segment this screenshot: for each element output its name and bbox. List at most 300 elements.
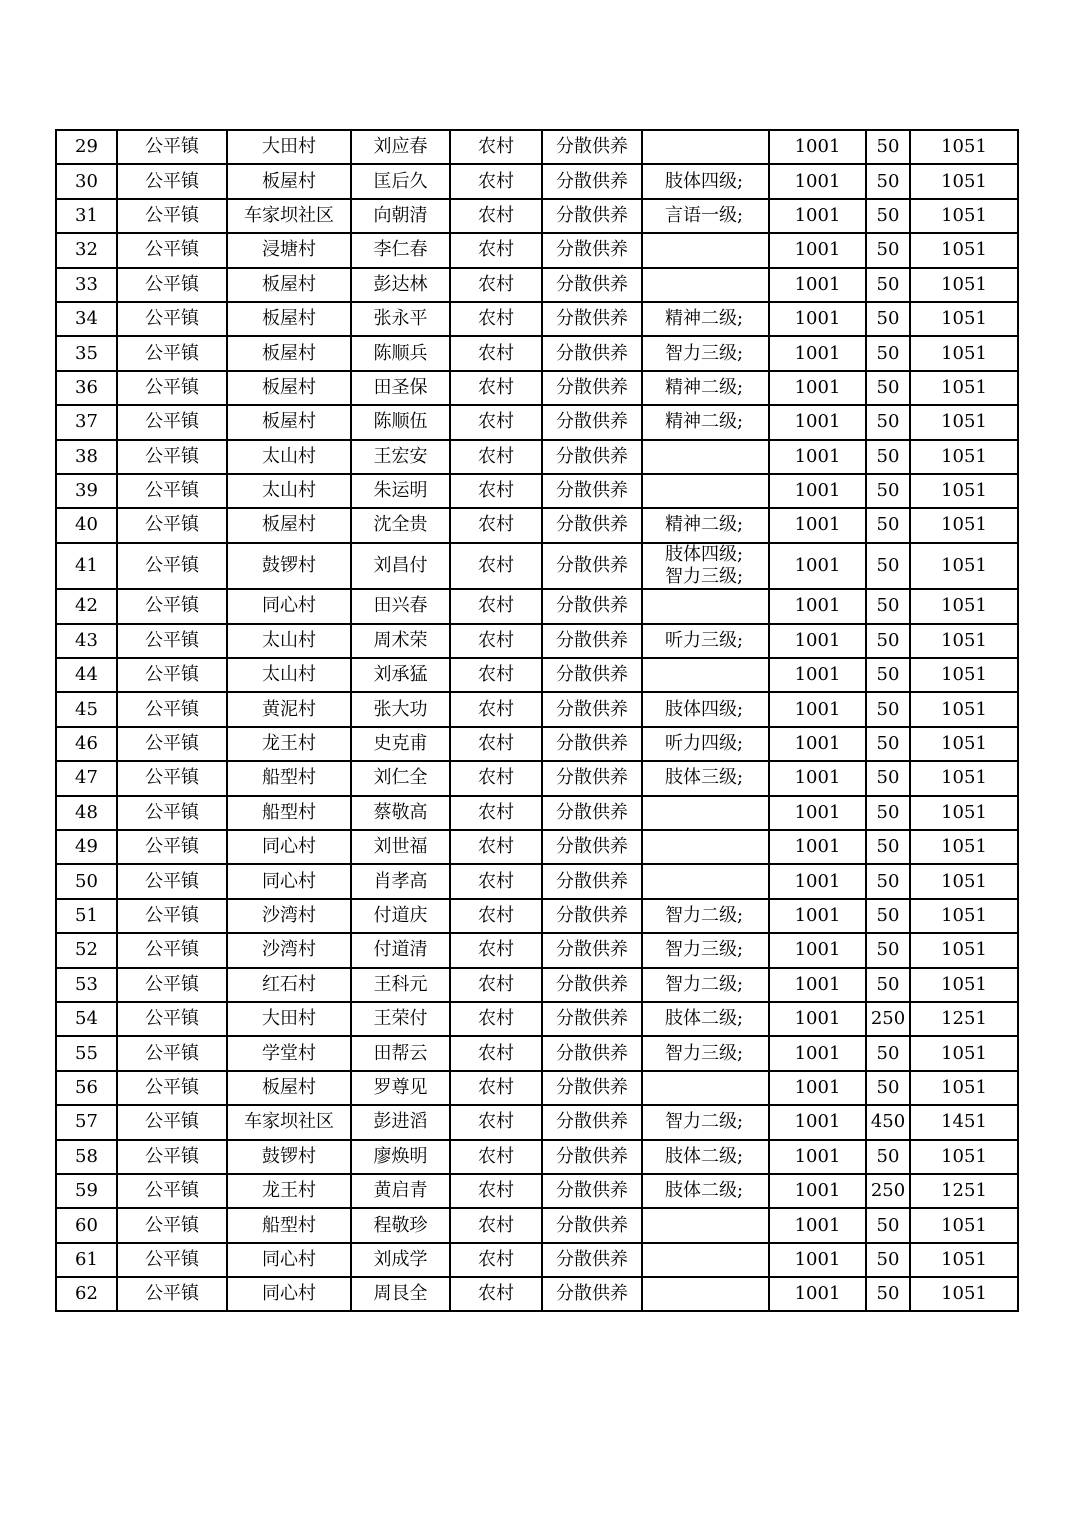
table-row xyxy=(56,233,1018,267)
row-number-cell: 42 xyxy=(56,589,117,623)
base-amount-cell: 1001 xyxy=(769,933,866,967)
town-cell: 公平镇 xyxy=(117,658,227,692)
village-cell: 板屋村 xyxy=(227,1071,351,1105)
village-cell: 太山村 xyxy=(227,624,351,658)
subsidy-amount-cell: 50 xyxy=(866,830,910,864)
subsidy-amount-cell: 50 xyxy=(866,302,910,336)
row-number-cell: 32 xyxy=(56,233,117,267)
support-type-cell: 分散供养 xyxy=(542,1036,642,1070)
support-type-cell: 分散供养 xyxy=(542,440,642,474)
base-amount-cell: 1001 xyxy=(769,968,866,1002)
base-amount-cell: 1001 xyxy=(769,508,866,542)
name-cell: 罗尊见 xyxy=(351,1071,450,1105)
base-amount-cell: 1001 xyxy=(769,899,866,933)
disability-cell xyxy=(642,371,769,405)
support-type-cell: 分散供养 xyxy=(542,899,642,933)
household-type-cell: 农村 xyxy=(450,164,542,198)
base-amount-cell: 1001 xyxy=(769,440,866,474)
name-cell: 张大功 xyxy=(351,692,450,726)
support-type-cell: 分散供养 xyxy=(542,1174,642,1208)
row-number-cell: 61 xyxy=(56,1243,117,1277)
row-number-cell: 41 xyxy=(56,543,117,590)
subsidy-amount-cell: 50 xyxy=(866,864,910,898)
subsidy-amount-cell: 50 xyxy=(866,371,910,405)
village-cell: 车家坝社区 xyxy=(227,1105,351,1139)
row-number-cell: 29 xyxy=(56,130,117,164)
disability-cell xyxy=(642,474,769,508)
disability-line: 智力三级; xyxy=(665,342,744,364)
support-type-cell: 分散供养 xyxy=(542,830,642,864)
table-row xyxy=(56,1277,1018,1311)
household-type-cell: 农村 xyxy=(450,968,542,1002)
support-type-cell: 分散供养 xyxy=(542,761,642,795)
disability-cell xyxy=(642,589,769,623)
name-cell: 刘承猛 xyxy=(351,658,450,692)
disability-cell xyxy=(642,508,769,542)
row-number-cell: 52 xyxy=(56,933,117,967)
disability-cell xyxy=(642,543,769,590)
village-cell: 鼓锣村 xyxy=(227,1140,351,1174)
subsidy-amount-cell: 50 xyxy=(866,796,910,830)
table-row xyxy=(56,130,1018,164)
disability-line: 肢体四级; xyxy=(665,170,744,192)
disability-cell xyxy=(642,1174,769,1208)
household-type-cell: 农村 xyxy=(450,761,542,795)
household-type-cell: 农村 xyxy=(450,440,542,474)
subsidy-amount-cell: 50 xyxy=(866,589,910,623)
village-cell: 红石村 xyxy=(227,968,351,1002)
name-cell: 张永平 xyxy=(351,302,450,336)
table-row xyxy=(56,543,1018,590)
subsidy-amount-cell: 50 xyxy=(866,474,910,508)
subsidy-amount-cell: 50 xyxy=(866,1208,910,1242)
table-row xyxy=(56,440,1018,474)
town-cell: 公平镇 xyxy=(117,864,227,898)
town-cell: 公平镇 xyxy=(117,474,227,508)
row-number-cell: 38 xyxy=(56,440,117,474)
support-type-cell: 分散供养 xyxy=(542,164,642,198)
support-type-cell: 分散供养 xyxy=(542,371,642,405)
village-cell: 同心村 xyxy=(227,864,351,898)
disability-cell xyxy=(642,336,769,370)
subsidy-amount-cell: 250 xyxy=(866,1174,910,1208)
support-type-cell: 分散供养 xyxy=(542,336,642,370)
base-amount-cell: 1001 xyxy=(769,864,866,898)
town-cell: 公平镇 xyxy=(117,1174,227,1208)
household-type-cell: 农村 xyxy=(450,864,542,898)
subsidy-amount-cell: 50 xyxy=(866,199,910,233)
row-number-cell: 59 xyxy=(56,1174,117,1208)
table-row xyxy=(56,508,1018,542)
row-number-cell: 56 xyxy=(56,1071,117,1105)
name-cell: 田帮云 xyxy=(351,1036,450,1070)
village-cell: 车家坝社区 xyxy=(227,199,351,233)
household-type-cell: 农村 xyxy=(450,830,542,864)
table-row xyxy=(56,199,1018,233)
subsidy-amount-cell: 50 xyxy=(866,1277,910,1311)
name-cell: 肖孝高 xyxy=(351,864,450,898)
total-amount-cell: 1051 xyxy=(910,1208,1018,1242)
total-amount-cell: 1051 xyxy=(910,658,1018,692)
support-type-cell: 分散供养 xyxy=(542,933,642,967)
name-cell: 彭进滔 xyxy=(351,1105,450,1139)
subsidy-amount-cell: 450 xyxy=(866,1105,910,1139)
base-amount-cell: 1001 xyxy=(769,233,866,267)
household-type-cell: 农村 xyxy=(450,268,542,302)
table-row xyxy=(56,1174,1018,1208)
name-cell: 向朝清 xyxy=(351,199,450,233)
village-cell: 船型村 xyxy=(227,761,351,795)
disability-cell xyxy=(642,405,769,439)
town-cell: 公平镇 xyxy=(117,233,227,267)
name-cell: 王荣付 xyxy=(351,1002,450,1036)
disability-cell xyxy=(642,1140,769,1174)
total-amount-cell: 1051 xyxy=(910,1243,1018,1277)
household-type-cell: 农村 xyxy=(450,130,542,164)
household-type-cell: 农村 xyxy=(450,474,542,508)
table-row xyxy=(56,658,1018,692)
name-cell: 朱运明 xyxy=(351,474,450,508)
household-type-cell: 农村 xyxy=(450,1243,542,1277)
row-number-cell: 40 xyxy=(56,508,117,542)
total-amount-cell: 1051 xyxy=(910,1277,1018,1311)
name-cell: 刘昌付 xyxy=(351,543,450,590)
row-number-cell: 54 xyxy=(56,1002,117,1036)
table-row xyxy=(56,830,1018,864)
village-cell: 太山村 xyxy=(227,658,351,692)
village-cell: 浸塘村 xyxy=(227,233,351,267)
town-cell: 公平镇 xyxy=(117,508,227,542)
row-number-cell: 49 xyxy=(56,830,117,864)
village-cell: 板屋村 xyxy=(227,508,351,542)
table-row xyxy=(56,474,1018,508)
support-type-cell: 分散供养 xyxy=(542,1002,642,1036)
town-cell: 公平镇 xyxy=(117,968,227,1002)
disability-cell xyxy=(642,796,769,830)
base-amount-cell: 1001 xyxy=(769,1208,866,1242)
disability-line: 肢体四级; xyxy=(665,698,744,720)
base-amount-cell: 1001 xyxy=(769,727,866,761)
name-cell: 刘仁全 xyxy=(351,761,450,795)
total-amount-cell: 1051 xyxy=(910,508,1018,542)
base-amount-cell: 1001 xyxy=(769,589,866,623)
town-cell: 公平镇 xyxy=(117,692,227,726)
household-type-cell: 农村 xyxy=(450,371,542,405)
disability-cell xyxy=(642,199,769,233)
total-amount-cell: 1051 xyxy=(910,796,1018,830)
disability-line: 肢体三级; xyxy=(665,767,744,789)
household-type-cell: 农村 xyxy=(450,933,542,967)
town-cell: 公平镇 xyxy=(117,589,227,623)
table-row xyxy=(56,302,1018,336)
table-row xyxy=(56,727,1018,761)
subsidy-amount-cell: 50 xyxy=(866,543,910,590)
disability-cell xyxy=(642,1002,769,1036)
subsidy-amount-cell: 50 xyxy=(866,1140,910,1174)
base-amount-cell: 1001 xyxy=(769,624,866,658)
household-type-cell: 农村 xyxy=(450,302,542,336)
disability-cell xyxy=(642,130,769,164)
town-cell: 公平镇 xyxy=(117,336,227,370)
village-cell: 沙湾村 xyxy=(227,899,351,933)
subsidy-amount-cell: 50 xyxy=(866,692,910,726)
disability-cell xyxy=(642,440,769,474)
disability-line: 肢体二级; xyxy=(665,1145,744,1167)
row-number-cell: 44 xyxy=(56,658,117,692)
town-cell: 公平镇 xyxy=(117,830,227,864)
subsidy-amount-cell: 50 xyxy=(866,508,910,542)
row-number-cell: 33 xyxy=(56,268,117,302)
base-amount-cell: 1001 xyxy=(769,474,866,508)
row-number-cell: 47 xyxy=(56,761,117,795)
village-cell: 板屋村 xyxy=(227,302,351,336)
household-type-cell: 农村 xyxy=(450,658,542,692)
table-row xyxy=(56,268,1018,302)
total-amount-cell: 1051 xyxy=(910,474,1018,508)
table-row xyxy=(56,1002,1018,1036)
table-row xyxy=(56,1036,1018,1070)
village-cell: 同心村 xyxy=(227,1243,351,1277)
household-type-cell: 农村 xyxy=(450,692,542,726)
base-amount-cell: 1001 xyxy=(769,1277,866,1311)
total-amount-cell: 1051 xyxy=(910,199,1018,233)
total-amount-cell: 1051 xyxy=(910,1071,1018,1105)
name-cell: 黄启青 xyxy=(351,1174,450,1208)
table-row xyxy=(56,796,1018,830)
disability-cell xyxy=(642,933,769,967)
base-amount-cell: 1001 xyxy=(769,268,866,302)
name-cell: 匡后久 xyxy=(351,164,450,198)
name-cell: 史克甫 xyxy=(351,727,450,761)
support-type-cell: 分散供养 xyxy=(542,864,642,898)
total-amount-cell: 1051 xyxy=(910,692,1018,726)
disability-cell xyxy=(642,302,769,336)
disability-cell xyxy=(642,268,769,302)
subsidy-amount-cell: 50 xyxy=(866,405,910,439)
table-row xyxy=(56,864,1018,898)
household-type-cell: 农村 xyxy=(450,589,542,623)
village-cell: 板屋村 xyxy=(227,336,351,370)
disability-line: 言语一级; xyxy=(665,204,744,226)
table-row xyxy=(56,1243,1018,1277)
subsidy-amount-cell: 50 xyxy=(866,268,910,302)
village-cell: 船型村 xyxy=(227,796,351,830)
row-number-cell: 58 xyxy=(56,1140,117,1174)
disability-cell xyxy=(642,727,769,761)
table-row xyxy=(56,761,1018,795)
name-cell: 王宏安 xyxy=(351,440,450,474)
household-type-cell: 农村 xyxy=(450,336,542,370)
support-type-cell: 分散供养 xyxy=(542,968,642,1002)
village-cell: 太山村 xyxy=(227,440,351,474)
table-row xyxy=(56,968,1018,1002)
town-cell: 公平镇 xyxy=(117,268,227,302)
support-type-cell: 分散供养 xyxy=(542,692,642,726)
disability-line: 智力三级; xyxy=(665,565,744,587)
base-amount-cell: 1001 xyxy=(769,543,866,590)
table-row xyxy=(56,933,1018,967)
support-type-cell: 分散供养 xyxy=(542,1140,642,1174)
row-number-cell: 53 xyxy=(56,968,117,1002)
row-number-cell: 30 xyxy=(56,164,117,198)
subsidy-amount-cell: 50 xyxy=(866,761,910,795)
total-amount-cell: 1251 xyxy=(910,1002,1018,1036)
row-number-cell: 62 xyxy=(56,1277,117,1311)
support-type-cell: 分散供养 xyxy=(542,508,642,542)
base-amount-cell: 1001 xyxy=(769,336,866,370)
village-cell: 同心村 xyxy=(227,589,351,623)
subsidy-amount-cell: 50 xyxy=(866,1071,910,1105)
household-type-cell: 农村 xyxy=(450,1036,542,1070)
support-type-cell: 分散供养 xyxy=(542,405,642,439)
household-type-cell: 农村 xyxy=(450,1105,542,1139)
row-number-cell: 35 xyxy=(56,336,117,370)
base-amount-cell: 1001 xyxy=(769,199,866,233)
base-amount-cell: 1001 xyxy=(769,302,866,336)
household-type-cell: 农村 xyxy=(450,1174,542,1208)
base-amount-cell: 1001 xyxy=(769,130,866,164)
base-amount-cell: 1001 xyxy=(769,1036,866,1070)
disability-line: 肢体二级; xyxy=(665,1008,744,1030)
total-amount-cell: 1051 xyxy=(910,727,1018,761)
name-cell: 沈全贵 xyxy=(351,508,450,542)
support-type-cell: 分散供养 xyxy=(542,796,642,830)
subsidy-amount-cell: 50 xyxy=(866,624,910,658)
table-row xyxy=(56,1208,1018,1242)
household-type-cell: 农村 xyxy=(450,1002,542,1036)
table-row xyxy=(56,336,1018,370)
subsidy-amount-cell: 50 xyxy=(866,1036,910,1070)
subsidy-amount-cell: 50 xyxy=(866,233,910,267)
support-type-cell: 分散供养 xyxy=(542,302,642,336)
table-row xyxy=(56,371,1018,405)
household-type-cell: 农村 xyxy=(450,1071,542,1105)
village-cell: 鼓锣村 xyxy=(227,543,351,590)
disability-cell xyxy=(642,1208,769,1242)
table-row xyxy=(56,589,1018,623)
town-cell: 公平镇 xyxy=(117,1208,227,1242)
row-number-cell: 60 xyxy=(56,1208,117,1242)
support-type-cell: 分散供养 xyxy=(542,130,642,164)
base-amount-cell: 1001 xyxy=(769,1002,866,1036)
disability-cell xyxy=(642,164,769,198)
base-amount-cell: 1001 xyxy=(769,796,866,830)
total-amount-cell: 1051 xyxy=(910,336,1018,370)
subsidy-amount-cell: 50 xyxy=(866,336,910,370)
row-number-cell: 46 xyxy=(56,727,117,761)
table-row xyxy=(56,624,1018,658)
village-cell: 板屋村 xyxy=(227,268,351,302)
town-cell: 公平镇 xyxy=(117,727,227,761)
disability-line: 精神二级; xyxy=(665,514,744,536)
disability-cell xyxy=(642,864,769,898)
town-cell: 公平镇 xyxy=(117,440,227,474)
name-cell: 周术荣 xyxy=(351,624,450,658)
village-cell: 大田村 xyxy=(227,1002,351,1036)
support-type-cell: 分散供养 xyxy=(542,1105,642,1139)
name-cell: 周艮全 xyxy=(351,1277,450,1311)
town-cell: 公平镇 xyxy=(117,761,227,795)
disability-cell xyxy=(642,1277,769,1311)
village-cell: 板屋村 xyxy=(227,405,351,439)
total-amount-cell: 1051 xyxy=(910,543,1018,590)
row-number-cell: 43 xyxy=(56,624,117,658)
name-cell: 陈顺伍 xyxy=(351,405,450,439)
support-type-cell: 分散供养 xyxy=(542,624,642,658)
base-amount-cell: 1001 xyxy=(769,1174,866,1208)
row-number-cell: 55 xyxy=(56,1036,117,1070)
total-amount-cell: 1051 xyxy=(910,830,1018,864)
disability-line: 智力三级; xyxy=(665,939,744,961)
total-amount-cell: 1451 xyxy=(910,1105,1018,1139)
town-cell: 公平镇 xyxy=(117,1140,227,1174)
base-amount-cell: 1001 xyxy=(769,658,866,692)
household-type-cell: 农村 xyxy=(450,1208,542,1242)
base-amount-cell: 1001 xyxy=(769,1140,866,1174)
support-type-cell: 分散供养 xyxy=(542,474,642,508)
town-cell: 公平镇 xyxy=(117,302,227,336)
total-amount-cell: 1051 xyxy=(910,405,1018,439)
disability-cell xyxy=(642,692,769,726)
name-cell: 王科元 xyxy=(351,968,450,1002)
subsidy-amount-cell: 50 xyxy=(866,1243,910,1277)
base-amount-cell: 1001 xyxy=(769,761,866,795)
base-amount-cell: 1001 xyxy=(769,692,866,726)
disability-cell xyxy=(642,968,769,1002)
support-type-cell: 分散供养 xyxy=(542,233,642,267)
total-amount-cell: 1051 xyxy=(910,233,1018,267)
base-amount-cell: 1001 xyxy=(769,405,866,439)
disability-cell xyxy=(642,1105,769,1139)
name-cell: 陈顺兵 xyxy=(351,336,450,370)
total-amount-cell: 1051 xyxy=(910,899,1018,933)
table-body xyxy=(56,130,1018,1311)
row-number-cell: 36 xyxy=(56,371,117,405)
town-cell: 公平镇 xyxy=(117,624,227,658)
town-cell: 公平镇 xyxy=(117,371,227,405)
total-amount-cell: 1051 xyxy=(910,1140,1018,1174)
village-cell: 学堂村 xyxy=(227,1036,351,1070)
disability-cell xyxy=(642,233,769,267)
disability-line: 精神二级; xyxy=(665,376,744,398)
base-amount-cell: 1001 xyxy=(769,1243,866,1277)
row-number-cell: 31 xyxy=(56,199,117,233)
town-cell: 公平镇 xyxy=(117,796,227,830)
support-type-cell: 分散供养 xyxy=(542,589,642,623)
village-cell: 板屋村 xyxy=(227,164,351,198)
subsidy-amount-cell: 50 xyxy=(866,727,910,761)
town-cell: 公平镇 xyxy=(117,1002,227,1036)
support-type-cell: 分散供养 xyxy=(542,1277,642,1311)
support-type-cell: 分散供养 xyxy=(542,1243,642,1277)
row-number-cell: 51 xyxy=(56,899,117,933)
town-cell: 公平镇 xyxy=(117,1071,227,1105)
table-row xyxy=(56,164,1018,198)
base-amount-cell: 1001 xyxy=(769,164,866,198)
village-cell: 大田村 xyxy=(227,130,351,164)
name-cell: 刘应春 xyxy=(351,130,450,164)
total-amount-cell: 1051 xyxy=(910,440,1018,474)
town-cell: 公平镇 xyxy=(117,899,227,933)
household-type-cell: 农村 xyxy=(450,1277,542,1311)
disability-cell xyxy=(642,1071,769,1105)
subsidy-amount-cell: 50 xyxy=(866,968,910,1002)
beneficiary-table xyxy=(55,129,1019,1312)
total-amount-cell: 1051 xyxy=(910,968,1018,1002)
name-cell: 程敬珍 xyxy=(351,1208,450,1242)
support-type-cell: 分散供养 xyxy=(542,199,642,233)
base-amount-cell: 1001 xyxy=(769,1071,866,1105)
